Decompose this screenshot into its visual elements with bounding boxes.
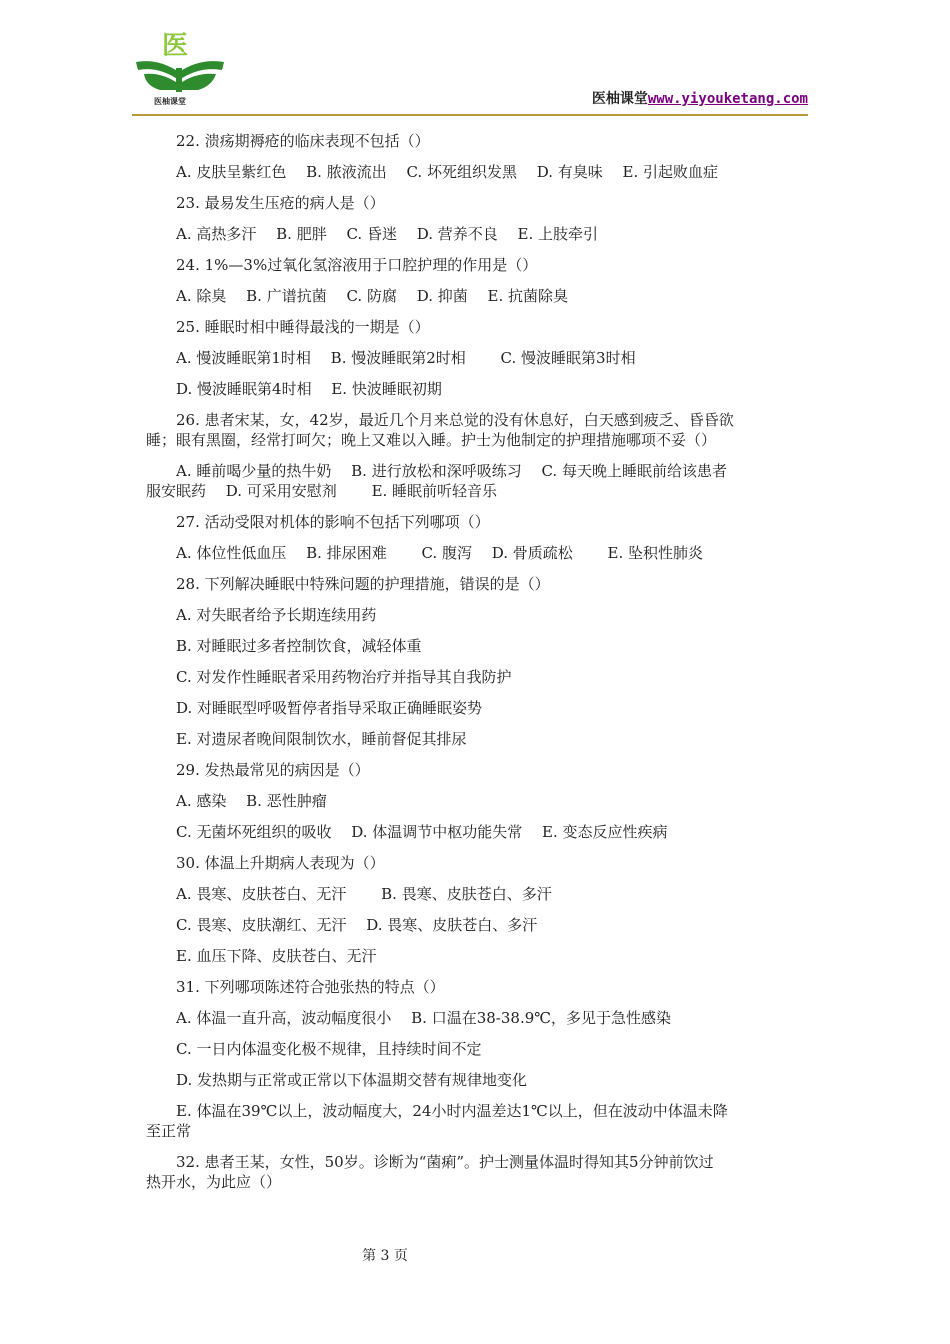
options-line: 服安眠药 D. 可采用安慰剂 E. 睡眠前听轻音乐 <box>146 482 498 500</box>
options-line: D. 慢波睡眠第4时相 E. 快波睡眠初期 <box>176 380 442 398</box>
question-line: 25. 睡眠时相中睡得最浅的一期是（） <box>176 318 430 336</box>
options-line: E. 血压下降、皮肤苍白、无汗 <box>176 947 377 965</box>
question-line: 26. 患者宋某，女，42岁，最近几个月来总觉的没有休息好，白天感到疲乏、昏昏欲 <box>176 411 734 429</box>
question-line: 24. 1%—3%过氧化氢溶液用于口腔护理的作用是（） <box>176 256 538 274</box>
question-line: 30. 体温上升期病人表现为（） <box>176 854 385 872</box>
options-line: A. 除臭 B. 广谱抗菌 C. 防腐 D. 抑菌 E. 抗菌除臭 <box>176 287 568 305</box>
options-line: A. 体位性低血压 B. 排尿困难 C. 腹泻 D. 骨质疏松 E. 坠积性肺炎 <box>176 544 703 562</box>
svg-text:医: 医 <box>162 31 189 61</box>
question-line: 27. 活动受限对机体的影响不包括下列哪项（） <box>176 513 490 531</box>
question-text <box>146 131 808 1192</box>
options-line: C. 畏寒、皮肤潮红、无汗 D. 畏寒、皮肤苍白、多汗 <box>176 916 538 934</box>
options-line: D. 发热期与正常或正常以下体温期交替有规律地变化 <box>176 1071 528 1089</box>
question-line: 22. 溃疡期褥疮的临床表现不包括（） <box>176 132 430 150</box>
options-line: E. 体温在39℃以上，波动幅度大，24小时内温差达1℃以上，但在波动中体温未降 <box>176 1102 728 1120</box>
options-line: B. 对睡眠过多者控制饮食，减轻体重 <box>176 637 422 655</box>
options-line: A. 畏寒、皮肤苍白、无汗 B. 畏寒、皮肤苍白、多汗 <box>176 885 552 903</box>
options-line: A. 慢波睡眠第1时相 B. 慢波睡眠第2时相 C. 慢波睡眠第3时相 <box>176 349 636 367</box>
brand-name: 医柚课堂 <box>591 91 648 107</box>
question-line: 23. 最易发生压疮的病人是（） <box>176 194 385 212</box>
options-line: A. 感染 B. 恶性肿瘤 <box>176 792 327 810</box>
question-line: 29. 发热最常见的病因是（） <box>176 761 370 779</box>
question-line: 睡；眼有黑圈，经常打呵欠；晚上又难以入睡。护士为他制定的护理措施哪项不妥（） <box>146 431 717 449</box>
options-line: A. 高热多汗 B. 肥胖 C. 昏迷 D. 营养不良 E. 上肢牵引 <box>176 225 598 243</box>
question-line: 28. 下列解决睡眠中特殊问题的护理措施，错误的是（） <box>176 575 550 593</box>
options-line: D. 对睡眠型呼吸暂停者指导采取正确睡眠姿势 <box>176 699 483 717</box>
question-line: 31. 下列哪项陈述符合弛张热的特点（） <box>176 978 445 996</box>
header-rule <box>132 114 808 116</box>
logo-subtitle: 医柚课堂 <box>154 96 186 106</box>
options-line: A. 体温一直升高，波动幅度很小 B. 口温在38-38.9℃，多见于急性感染 <box>176 1009 672 1027</box>
options-line: C. 一日内体温变化极不规律，且持续时间不定 <box>176 1040 482 1058</box>
page-number: 第 3 页 <box>362 1248 408 1264</box>
options-line: 至正常 <box>146 1122 192 1140</box>
brand-line <box>592 88 808 108</box>
brand-url-link[interactable]: www.yiyouketang.com <box>647 91 808 107</box>
options-line: A. 皮肤呈紫红色 B. 脓液流出 C. 坏死组织发黑 D. 有臭味 E. 引起败血症 <box>176 163 718 181</box>
options-line: E. 对遗尿者晚间限制饮水，睡前督促其排尿 <box>176 730 467 748</box>
question-line: 热开水，为此应（） <box>146 1173 282 1191</box>
options-line: A. 对失眠者给予长期连续用药 <box>176 606 377 624</box>
options-line: C. 对发作性睡眠者采用药物治疗并指导其自我防护 <box>176 668 512 686</box>
page-header <box>132 28 808 118</box>
options-line: A. 睡前喝少量的热牛奶 B. 进行放松和深呼吸练习 C. 每天晚上睡眠前给该患者 <box>176 462 727 480</box>
options-line: C. 无菌坏死组织的吸收 D. 体温调节中枢功能失常 E. 变态反应性疾病 <box>176 823 668 841</box>
question-line: 32. 患者王某，女性，50岁。诊断为“菌痢”。护士测量体温时得知其5分钟前饮过 <box>176 1153 714 1171</box>
